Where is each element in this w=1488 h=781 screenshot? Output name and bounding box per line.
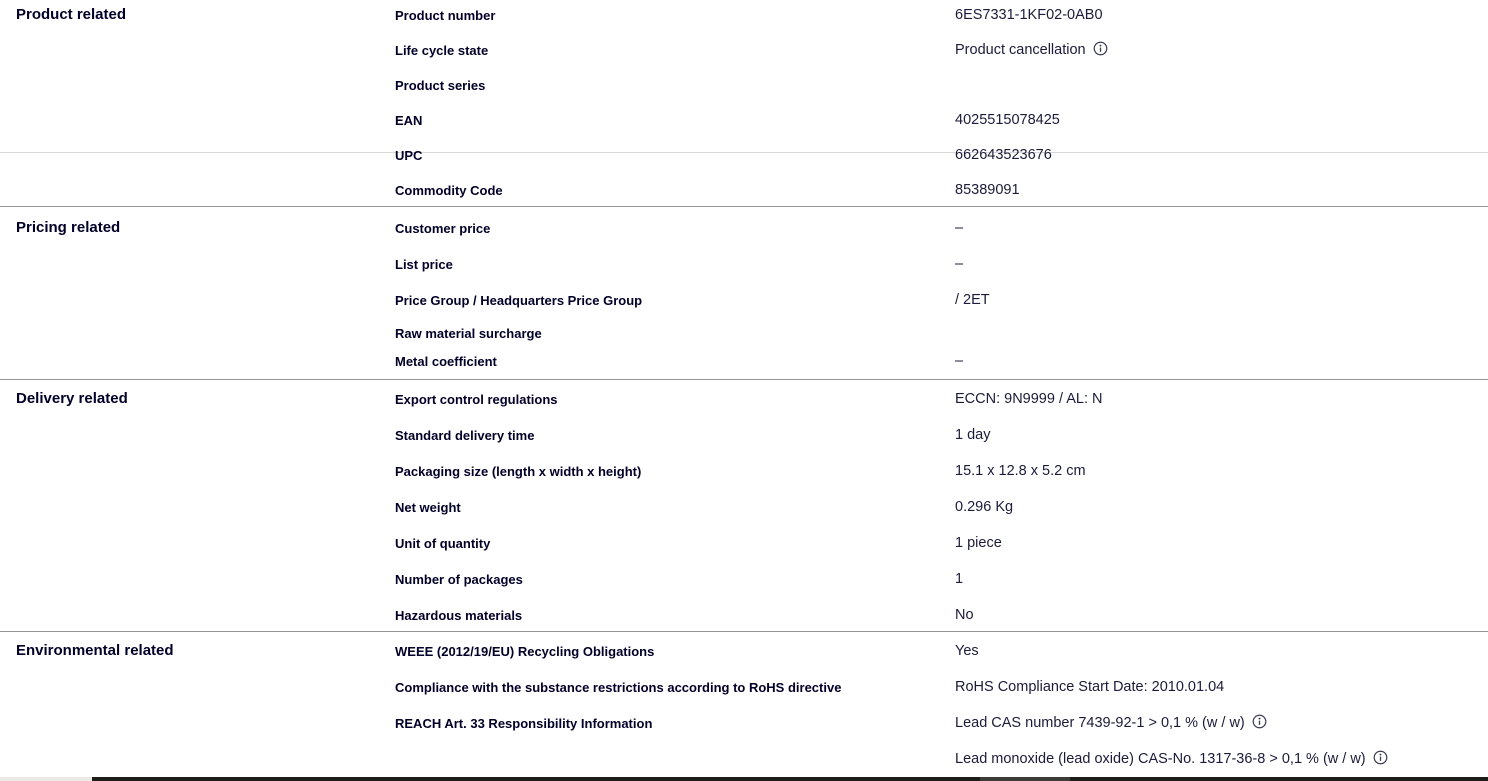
table-row: [395, 606, 1488, 623]
section-rows: [395, 642, 1488, 767]
section-heading-column: [0, 390, 395, 407]
table-row: [395, 462, 1488, 498]
row-value-text: –: [955, 220, 964, 236]
row-label: Product number: [395, 8, 496, 23]
row-value-text: 1 piece: [955, 535, 1002, 551]
row-value-text: –: [955, 256, 964, 272]
row-label: Product series: [395, 78, 486, 93]
info-icon[interactable]: [1252, 714, 1267, 729]
section-environmental-related: [0, 631, 1488, 777]
row-label: REACH Art. 33 Responsibility Information: [395, 716, 653, 731]
table-row: [395, 6, 1488, 41]
row-value: [955, 41, 1488, 59]
table-row: [395, 255, 1488, 291]
row-value: [955, 6, 1488, 24]
row-value: [955, 390, 1488, 408]
row-label: Price Group / Headquarters Price Group: [395, 293, 643, 308]
section-heading: Pricing related: [16, 219, 121, 236]
row-value: [955, 642, 1488, 660]
row-value-text: 85389091: [955, 182, 1020, 198]
row-label: WEEE (2012/19/EU) Recycling Obligations: [395, 644, 655, 659]
row-label: Raw material surcharge: [395, 326, 542, 341]
section-delivery-related: [0, 379, 1488, 631]
table-row: [395, 146, 1488, 181]
table-row: [395, 642, 1488, 678]
table-row: [395, 570, 1488, 606]
row-value: [955, 534, 1488, 552]
row-label: [395, 750, 955, 751]
row-value-text: 1: [955, 571, 964, 587]
row-value: [955, 352, 1488, 370]
row-value-text: 4025515078425: [955, 112, 1060, 128]
section-rows: [395, 219, 1488, 369]
row-value-text: / 2ET: [955, 292, 990, 308]
section-heading-column: [0, 219, 395, 236]
row-label: Export control regulations: [395, 392, 558, 407]
row-value: [955, 291, 1488, 309]
row-value: [955, 111, 1488, 129]
bottom-edge-bar-mid-segment: [980, 777, 1070, 781]
row-value: [955, 181, 1488, 199]
table-row: [395, 750, 1488, 767]
row-label: UPC: [395, 148, 423, 163]
row-label: List price: [395, 257, 453, 272]
row-label: Commodity Code: [395, 183, 503, 198]
info-icon[interactable]: [1373, 750, 1388, 765]
row-value: [955, 426, 1488, 444]
row-value: [955, 714, 1488, 732]
row-label: Net weight: [395, 500, 461, 515]
row-value-text: Lead monoxide (lead oxide) CAS-No. 1317-36-8 > 0,1 % (w / w): [955, 751, 1366, 767]
row-value-text: ECCN: 9N9999 / AL: N: [955, 391, 1103, 407]
section-heading-column: [0, 642, 395, 659]
section-heading: Delivery related: [16, 390, 128, 407]
row-value-text: 0.296 Kg: [955, 499, 1014, 515]
table-row: [395, 111, 1488, 146]
row-value-text: Yes: [955, 643, 979, 659]
table-row: [395, 291, 1488, 324]
section-heading-column: [0, 6, 395, 23]
bottom-edge-bar: [0, 777, 1488, 781]
row-label: Life cycle state: [395, 43, 489, 58]
row-label: Compliance with the substance restrictions according to RoHS directive: [395, 680, 842, 695]
row-value: [955, 146, 1488, 164]
table-row: [395, 534, 1488, 570]
table-row: [395, 324, 1488, 352]
row-value: [955, 606, 1488, 624]
row-label: Customer price: [395, 221, 491, 236]
row-value-text: Lead CAS number 7439-92-1 > 0,1 % (w / w): [955, 715, 1245, 731]
row-label: Hazardous materials: [395, 608, 523, 623]
row-value-text: 6ES7331-1KF02-0AB0: [955, 7, 1103, 23]
row-value: [955, 750, 1488, 768]
table-row: [395, 426, 1488, 462]
table-row: [395, 678, 1488, 714]
row-label: Metal coefficient: [395, 354, 497, 369]
row-value: [955, 498, 1488, 516]
row-label: Unit of quantity: [395, 536, 491, 551]
row-label: EAN: [395, 113, 423, 128]
section-heading: Environmental related: [16, 642, 174, 659]
section-heading: Product related: [16, 6, 127, 23]
row-value-text: –: [955, 353, 964, 369]
table-row: [395, 181, 1488, 198]
row-value: [955, 462, 1488, 480]
table-row: [395, 219, 1488, 255]
bottom-edge-bar-light-segment: [0, 777, 92, 781]
table-row: [395, 41, 1488, 76]
row-value-text: RoHS Compliance Start Date: 2010.01.04: [955, 679, 1225, 695]
row-value-text: No: [955, 607, 974, 623]
table-row: [395, 498, 1488, 534]
row-label: Packaging size (length x width x height): [395, 464, 642, 479]
row-value: [955, 678, 1488, 696]
section-pricing-related: [0, 206, 1488, 379]
section-rows: [395, 390, 1488, 623]
row-value: [955, 570, 1488, 588]
row-label: Standard delivery time: [395, 428, 535, 443]
table-row: [395, 352, 1488, 369]
table-row: [395, 76, 1488, 111]
row-value-text: 15.1 x 12.8 x 5.2 cm: [955, 463, 1086, 479]
table-row: [395, 714, 1488, 750]
row-value-text: 1 day: [955, 427, 991, 443]
row-value-text: 662643523676: [955, 147, 1052, 163]
table-row: [395, 390, 1488, 426]
section-rows: [395, 6, 1488, 198]
row-value-text: Product cancellation: [955, 42, 1086, 58]
section-product-related: [0, 0, 1488, 206]
info-icon[interactable]: [1093, 41, 1108, 56]
row-value: [955, 219, 1488, 237]
row-value: [955, 255, 1488, 273]
row-label: Number of packages: [395, 572, 523, 587]
